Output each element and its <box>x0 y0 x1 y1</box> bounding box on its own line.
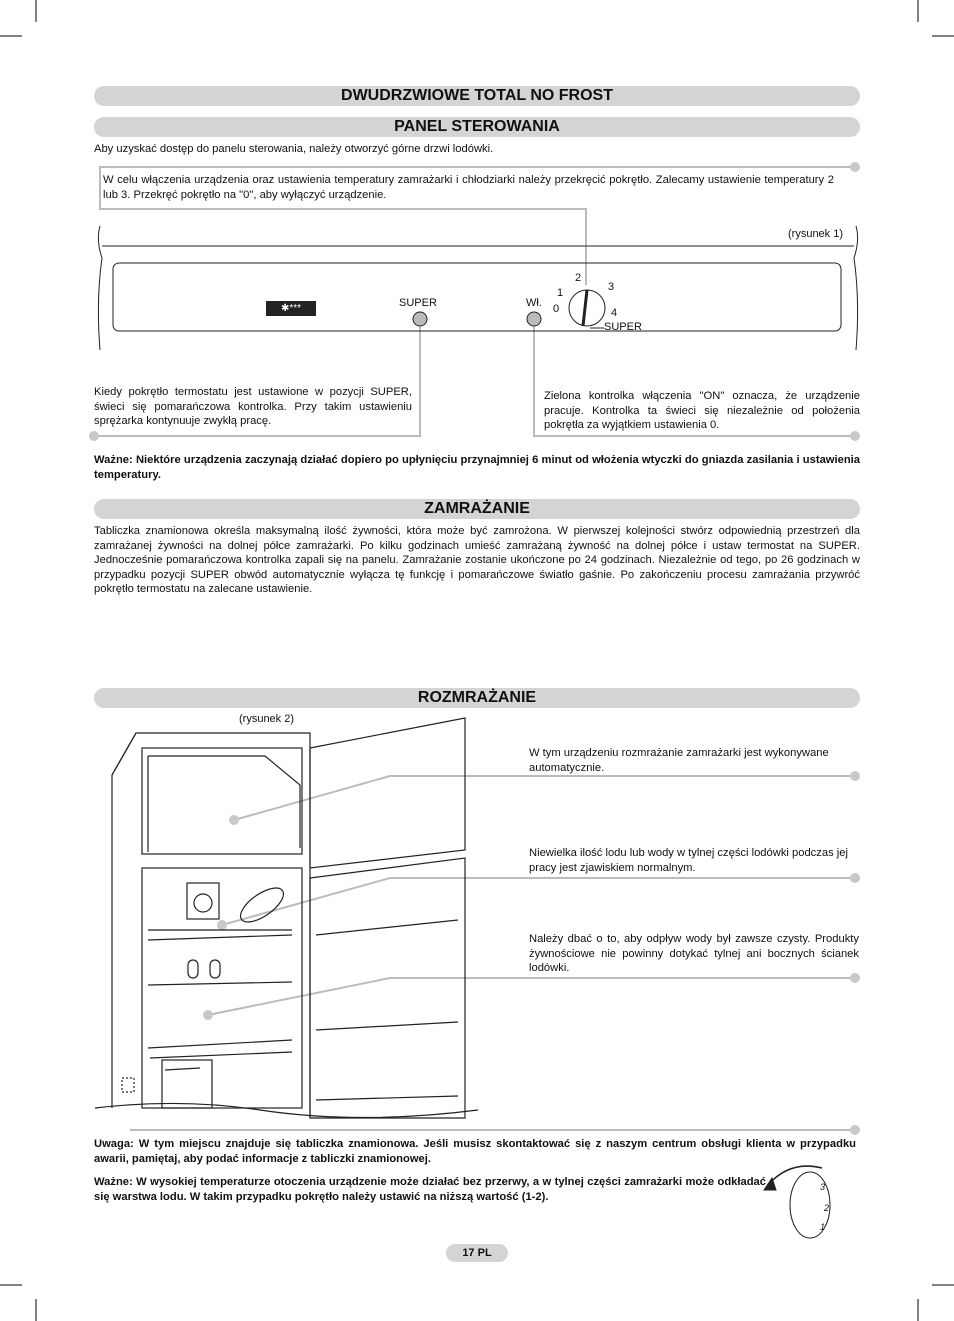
section-heading-control-panel: PANEL STEROWANIA <box>94 117 860 137</box>
on-indicator-lamp <box>527 312 541 326</box>
dial-mark-4: 4 <box>611 307 618 319</box>
defrost-auto-note: W tym urządzeniu rozmrażanie zamrażarki jest wykonywane automatycznie. <box>529 747 829 774</box>
section-heading-freezing: ZAMRAŻANIE <box>94 499 860 519</box>
thermostat-note: W celu włączenia urządzenia oraz ustawienia temperatury zamrażarki i chłodziarki należy przekręcić pokrętło. Zalecamy ustawienie temperatury 2 lub 3. Przekręć pokrętło na "0", aby wyłączyć urządzenie. <box>103 174 834 201</box>
fridge-drawing <box>95 718 478 1118</box>
super-indicator-lamp <box>413 312 427 326</box>
super-label: SUPER <box>399 297 437 309</box>
main-title: DWUDRZWIOWE TOTAL NO FROST <box>94 86 860 106</box>
knob-mark-3: 3 <box>820 1182 826 1192</box>
figure-2-label: (rysunek 2) <box>239 713 295 725</box>
on-label: Wł. <box>526 297 542 309</box>
rating-plate-warning: Uwaga: W tym miejscu znajduje się tabliczka znamionowa. Jeśli musisz skontaktować się z naszym centrum obsługi klienta w przypadku awarii, pamiętaj, aby podać informacje z tabliczki znamionowej. <box>94 1138 856 1165</box>
dial-mark-super: SUPER <box>604 321 642 333</box>
callout-dots <box>89 162 860 1135</box>
dial-mark-0: 0 <box>553 303 560 315</box>
section-heading-defrosting: ROZMRAŻANIE <box>94 688 860 708</box>
dial-mark-2: 2 <box>575 272 582 284</box>
thermostat-dial[interactable] <box>569 290 605 326</box>
callout-lines <box>94 167 855 1130</box>
green-lamp-note: Zielona kontrolka włączenia "ON" oznacza, że urządzenie pracuje. Kontrolka ta świeci się niezależnie od położenia pokrętła za wyjątkiem ustawienia 0. <box>544 390 860 432</box>
defrost-drain-note: Należy dbać o to, aby odpływ wody był zawsze czysty. Produkty żywnościowe nie powinny dotykać tylnej ani bocznych ścianek lodówki. <box>529 933 859 975</box>
knob-mark-1: 1 <box>820 1222 826 1232</box>
control-panel-drawing <box>98 226 857 350</box>
dial-mark-1: 1 <box>557 287 564 299</box>
knob-mark-2: 2 <box>824 1203 830 1213</box>
defrost-important: Ważne: W wysokiej temperaturze otoczenia urządzenie może działać bez przerwy, a w tylnej części zamrażarki może odkładać się warstwa lodu. W takim przypadku pokrętło należy ustawić na niższą wartość (1-2). <box>94 1176 766 1203</box>
defrost-ice-note: Niewielka ilość lodu lub wody w tylnej części lodówki podczas jej pracy jest zjawiskiem normalnym. <box>529 847 848 874</box>
page-number: 17 PL <box>446 1244 508 1262</box>
figure-1-label: (rysunek 1) <box>788 228 844 240</box>
control-panel-important: Ważne: Niektóre urządzenia zaczynają działać dopiero po upłynięciu przynajmniej 6 minut od włożenia wtyczki do gniazda zasilania i ustawienia temperatury. <box>94 454 860 481</box>
dial-mark-3: 3 <box>608 281 615 293</box>
control-panel-intro: Aby uzyskać dostęp do panelu sterowania, należy otworzyć górne drzwi lodówki. <box>94 143 494 155</box>
freezing-body: Tabliczka znamionowa określa maksymalną ilość żywności, która może być zamrożona. W pierwszej kolejności stwórz odpowiednią przestrzeń dla zamrażanej żywności na dolnej półce zamrażarki. Po kilku godzinach umieść zamrażaną żywność na dolnej półce i ustaw termostat na SUPER. Jednocześnie pomarańczowa kontrolka zapali się na panelu. Zamrażanie zostanie ukończone po 24 godzinach. Niezależnie od tego, po 26 godzinach w przypadku pozycji SUPER obwód automatycznie wyłącza tę funkcję i pomarańczowe światło gaśnie. Po zakończeniu procesu zamrażania przywróć pokrętło termostatu na zalecane ustawienie. <box>94 525 860 596</box>
super-lamp-note: Kiedy pokrętło termostatu jest ustawione w pozycji SUPER, świeci się pomarańczowa kontrolka. Przy takim ustawieniu sprężarka kontynuuje zwykłą pracę. <box>94 386 412 428</box>
freezer-stars-icon: ✱*** <box>280 303 302 314</box>
